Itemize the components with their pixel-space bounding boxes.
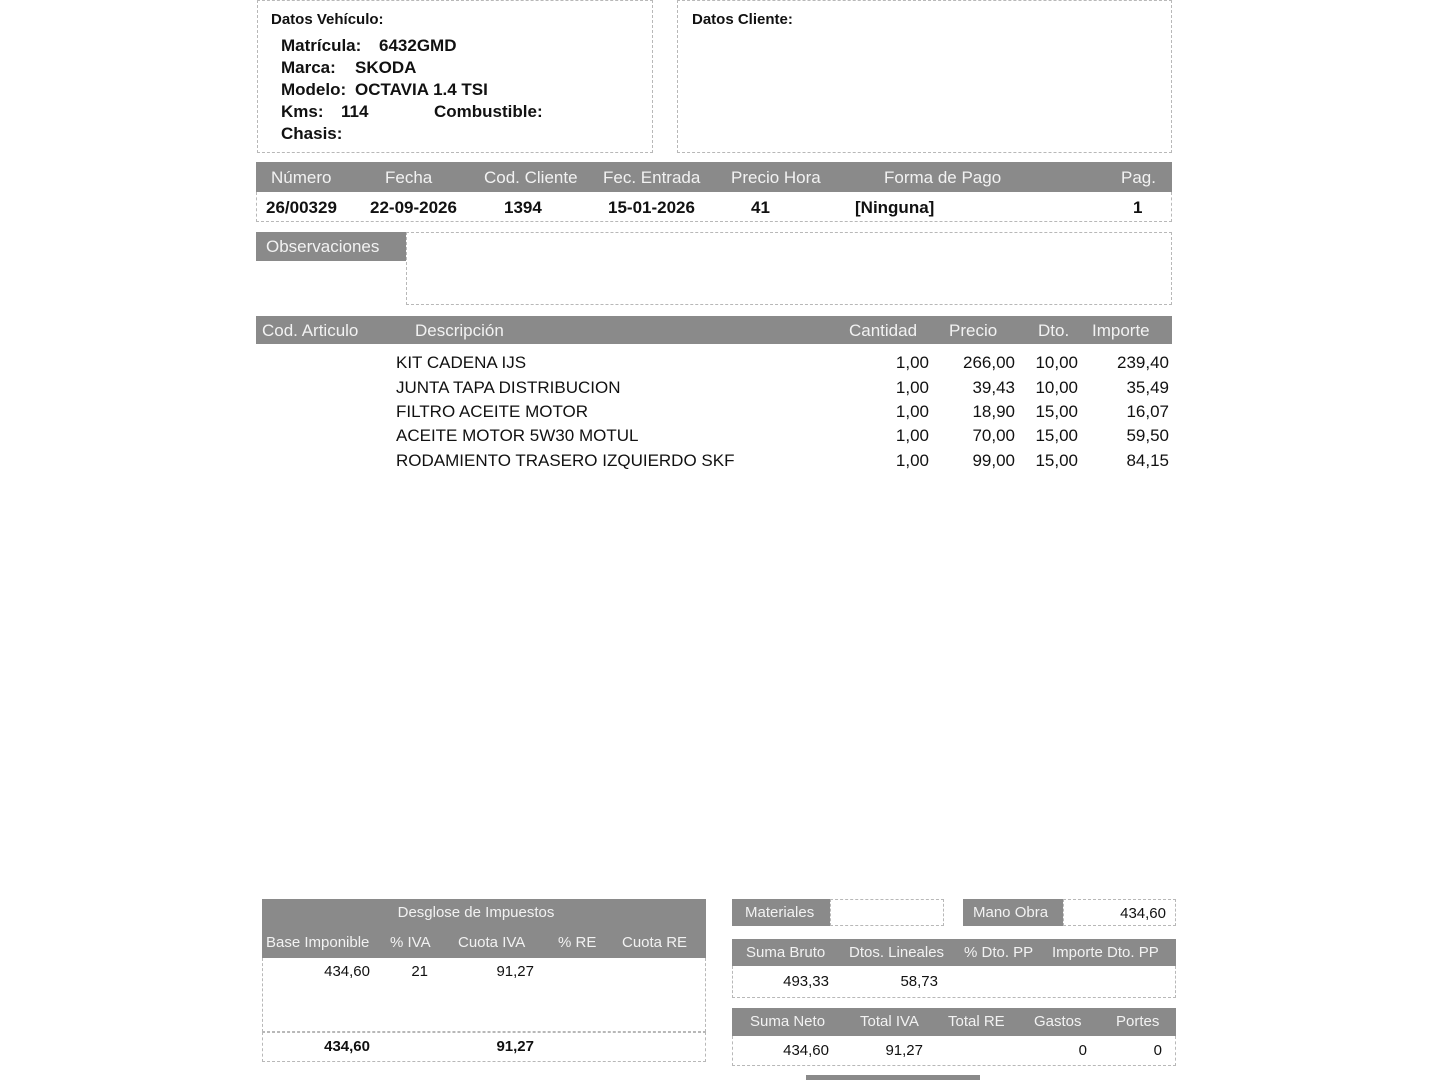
client-data-box xyxy=(677,0,1172,153)
fuel-label: Combustible: xyxy=(434,102,543,121)
tax-row-base: 434,60 xyxy=(324,963,370,980)
col-total-iva: Total IVA xyxy=(860,1013,919,1030)
item-discount: 15,00 xyxy=(1035,402,1078,421)
col-re-amount: Cuota RE xyxy=(622,934,688,951)
table-row xyxy=(0,402,1440,426)
table-row xyxy=(0,451,1440,475)
materials-label-box xyxy=(732,899,830,926)
col-net-sum: Suma Neto xyxy=(750,1013,826,1030)
tax-breakdown-total xyxy=(262,1032,706,1062)
totals-row2-header xyxy=(732,1008,1176,1036)
col-date: Fecha xyxy=(385,168,433,187)
col-iva-amount: Cuota IVA xyxy=(458,934,526,951)
plate-value: 6432GMD xyxy=(379,36,457,55)
item-discount: 10,00 xyxy=(1035,353,1078,372)
col-discount: Dto. xyxy=(1038,321,1070,340)
col-client-code: Cod. Cliente xyxy=(484,168,578,187)
item-price: 99,00 xyxy=(972,451,1015,470)
line-discounts: 58,73 xyxy=(900,973,938,990)
item-price: 266,00 xyxy=(963,353,1015,372)
col-total-re: Total RE xyxy=(948,1013,1005,1030)
totals-row1-values xyxy=(732,966,1176,998)
labor-label: Mano Obra xyxy=(973,904,1049,921)
total-iva: 91,27 xyxy=(885,1042,923,1059)
gross-sum: 493,33 xyxy=(783,973,829,990)
item-amount: 35,49 xyxy=(1126,378,1169,397)
labor-label-box xyxy=(963,899,1063,926)
tax-row-iva-amount: 91,27 xyxy=(496,963,534,980)
materials-value-box xyxy=(830,899,944,926)
col-payment-method: Forma de Pago xyxy=(884,168,1002,187)
tax-total-base: 434,60 xyxy=(324,1038,370,1055)
col-tax-base: Base Imponible xyxy=(266,934,370,951)
payment-method: [Ninguna] xyxy=(855,198,935,217)
col-quantity: Cantidad xyxy=(849,321,918,340)
shipping: 0 xyxy=(1153,1042,1162,1059)
hour-price: 41 xyxy=(751,198,770,217)
item-amount: 16,07 xyxy=(1126,402,1169,421)
items-header-bar xyxy=(256,316,1172,344)
item-description: FILTRO ACEITE MOTOR xyxy=(396,402,589,421)
item-price: 70,00 xyxy=(972,426,1015,445)
labor-value-box xyxy=(1063,899,1176,926)
col-pp-discount-amount: Importe Dto. PP xyxy=(1052,944,1159,961)
tax-row-iva-pct: 21 xyxy=(411,963,428,980)
table-row xyxy=(0,426,1440,450)
kms-label: Kms: xyxy=(281,102,324,121)
col-page: Pag. xyxy=(1121,168,1156,187)
totals-row1-header xyxy=(732,939,1176,966)
item-discount: 10,00 xyxy=(1035,378,1078,397)
item-description: RODAMIENTO TRASERO IZQUIERDO SKF xyxy=(396,451,735,470)
col-shipping: Portes xyxy=(1116,1013,1160,1030)
observations-label: Observaciones xyxy=(266,237,380,256)
plate-label: Matrícula: xyxy=(281,36,362,55)
col-amount: Importe xyxy=(1092,321,1150,340)
net-sum: 434,60 xyxy=(783,1042,829,1059)
table-row xyxy=(0,353,1440,377)
model-label: Modelo: xyxy=(281,80,347,99)
item-description: JUNTA TAPA DISTRIBUCION xyxy=(396,378,621,397)
client-code: 1394 xyxy=(504,198,542,217)
document-number: 26/00329 xyxy=(266,198,337,217)
item-quantity: 1,00 xyxy=(895,353,929,372)
col-pp-discount-pct: % Dto. PP xyxy=(964,944,1034,961)
brand-label: Marca: xyxy=(281,58,336,77)
tax-breakdown-title: Desglose de Impuestos xyxy=(397,904,555,921)
item-price: 39,43 xyxy=(972,378,1015,397)
chassis-label: Chasis: xyxy=(281,124,343,143)
table-row xyxy=(0,378,1440,402)
document-date: 22-09-2026 xyxy=(370,198,457,217)
col-re-pct: % RE xyxy=(558,934,597,951)
col-number: Número xyxy=(271,168,332,187)
tax-breakdown-header xyxy=(262,899,706,958)
model-value: OCTAVIA 1.4 TSI xyxy=(355,80,488,99)
expenses: 0 xyxy=(1078,1042,1087,1059)
item-quantity: 1,00 xyxy=(895,378,929,397)
labor-value: 434,60 xyxy=(1120,905,1166,922)
col-description: Descripción xyxy=(415,321,504,340)
document-header-bar xyxy=(256,162,1172,192)
col-gross-sum: Suma Bruto xyxy=(746,944,826,961)
document-header-values xyxy=(256,192,1172,222)
col-expenses: Gastos xyxy=(1034,1013,1082,1030)
item-quantity: 1,00 xyxy=(895,426,929,445)
vehicle-data-box xyxy=(257,0,653,153)
col-entry-date: Fec. Entrada xyxy=(603,168,701,187)
item-quantity: 1,00 xyxy=(895,402,929,421)
tax-total-iva-amount: 91,27 xyxy=(496,1038,534,1055)
col-line-discounts: Dtos. Lineales xyxy=(849,944,945,961)
item-amount: 239,40 xyxy=(1117,353,1169,372)
page-number: 1 xyxy=(1133,198,1143,217)
item-price: 18,90 xyxy=(972,402,1015,421)
col-iva-pct: % IVA xyxy=(390,934,431,951)
client-data-title: Datos Cliente: xyxy=(692,11,793,28)
item-discount: 15,00 xyxy=(1035,426,1078,445)
item-amount: 59,50 xyxy=(1126,426,1169,445)
bottom-partial-bar xyxy=(806,1075,980,1080)
observations-label-bar xyxy=(256,232,406,261)
brand-value: SKODA xyxy=(355,58,417,77)
observations-box xyxy=(406,232,1172,305)
item-discount: 15,00 xyxy=(1035,451,1078,470)
materials-label: Materiales xyxy=(745,904,815,921)
col-price: Precio xyxy=(949,321,998,340)
kms-value: 114 xyxy=(341,102,369,121)
tax-breakdown-body xyxy=(262,958,706,1032)
item-description: ACEITE MOTOR 5W30 MOTUL xyxy=(396,426,639,445)
col-article-code: Cod. Articulo xyxy=(262,321,359,340)
entry-date: 15-01-2026 xyxy=(608,198,695,217)
vehicle-data-title: Datos Vehículo: xyxy=(271,11,384,28)
col-hour-price: Precio Hora xyxy=(731,168,821,187)
item-amount: 84,15 xyxy=(1126,451,1169,470)
item-description: KIT CADENA IJS xyxy=(396,353,527,372)
totals-row2-values xyxy=(732,1036,1176,1066)
item-quantity: 1,00 xyxy=(895,451,929,470)
